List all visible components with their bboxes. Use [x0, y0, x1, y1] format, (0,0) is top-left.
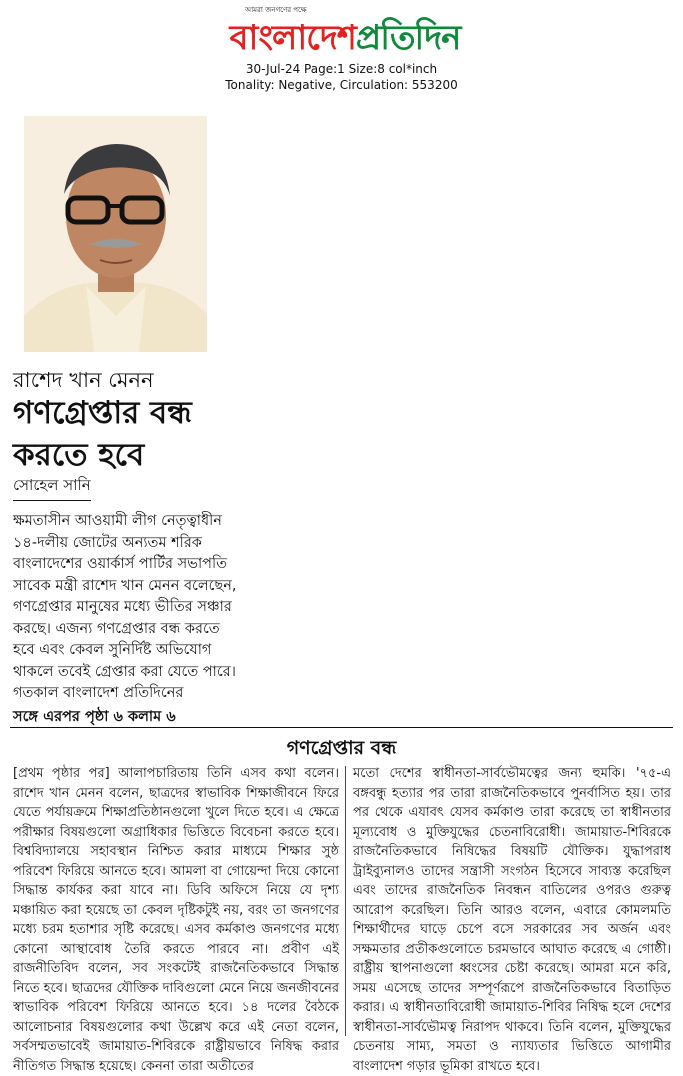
- lead-paragraph: ক্ষমতাসীন আওয়ামী লীগ নেতৃত্বাধীন ১৪-দলীয় জোটের অন্যতম শরিক বাংলাদেশের ওয়ার্কার্স পার্টির সভাপতি সাবেক মন্ত্রী রাশেদ খান মেনন বলেছেন, গণগ্রেপ্তার মানুষের মধ্যে ভীতির সঞ্চার করছে। এজন্য গণগ্রেপ্তার বন্ধ করতে হবে এবং কেবল সুনির্দিষ্ট অভিযোগ থাকলে তবেই গ্রেপ্তার করা যেতে পারে। গতকাল বাংলাদেশ প্রতিদিনের: [13, 513, 237, 701]
- portrait-illustration: [24, 116, 207, 352]
- logo-part1: বাংলাদেশ: [229, 18, 356, 58]
- section-divider: [10, 727, 673, 728]
- clipping-meta-line1: 30-Jul-24 Page:1 Size:8 col*inch: [245, 62, 438, 76]
- newspaper-logo: [205, 12, 485, 56]
- continuation-column-2: মতো দেশের স্বাধীনতা-সার্বভৌমত্বের জন্য হুমকি। '৭৫-এ বঙ্গবন্ধু হত্যার পর তারা রাজনৈতিকভাবে পুনর্বাসিত হয়। তার পর থেকে এযাবৎ যেসব কর্মকাণ্ড তারা করেছে তা স্বাধীনতার মূল্যবোধ ও মুক্তিযুদ্ধের চেতনাবিরোধী। জামায়াত-শিবিরকে রাজনৈতিকভাবে নিষিদ্ধের বিষয়টি যৌক্তিক। যুদ্ধাপরাধ ট্রাইব্যুনালও তাদের সন্ত্রাসী সংগঠন হিসেবে সাব্যস্ত করেছিল এবং তাদের রাজনৈতিক নিবন্ধন বাতিলের ওপরও গুরুত্ব আরোপ করেছিল। তিনি আরও বলেন, এবারে কোমলমতি শিক্ষার্থীদের ঘাড়ে চেপে বসে সরকারের সব অর্জন এবং সক্ষমতার প্রতীকগুলোতে চরমভাবে আঘাত করেছে এ গোষ্ঠী। রাষ্ট্রীয় স্থাপনাগুলো ধ্বংসের চেষ্টা করেছে। আমরা মনে করি, সময় এসেছে তাদের সম্পূর্ণরূপে রাজনৈতিকভাবে বিতাড়িত করার। এ স্বাধীনতাবিরোধী জামায়াত-শিবির নিষিদ্ধ হলে দেশের স্বাধীনতা-সার্বভৌমত্ব নিরাপদ থাকবে। তিনি বলেন, মুক্তিযুদ্ধের চেতনায় সাম্য, সমতা ও ন্যায্যতার ভিত্তিতে আগামীর বাংলাদেশ গড়ার ভূমিকা রাখতে হবে।: [353, 766, 671, 1074]
- column-divider: [345, 766, 346, 1036]
- logo-part2: প্রতিদিন: [355, 18, 461, 58]
- masthead: [0, 0, 683, 100]
- continuation-column-1: [প্রথম পৃষ্ঠার পর] আলাপচারিতায় তিনি এসব কথা বলেন। রাশেদ খান মেনন বলেন, ছাত্রদের স্বাভাবিক শিক্ষাজীবনে ফিরে যেতে পর্যায়ক্রমে শিক্ষাপ্রতিষ্ঠানগুলো খুলে দিতে হবে। এ ক্ষেত্রে পরীক্ষার বিষয়গুলো অগ্রাধিকার ভিত্তিতে বিবেচনা করতে হবে। বিশ্ববিদ্যালয়ে সহাবস্থান নিশ্চিত করার মাধ্যমে শিক্ষার সুষ্ঠ পরিবেশ ফিরিয়ে আনতে হবে। আমলা বা গোয়েন্দা দিয়ে কোনো সিদ্ধান্ত কার্যকর করা যাবে না। ডিবি অফিসে নিয়ে যে দৃশ্য মঞ্চায়িত করা হয়েছে তা কেবল দৃষ্টিকটুই নয়, বরং তা জনগণের মধ্যে চরম হতাশার সৃষ্টি করেছে। এসব কর্মকাণ্ড জনগণের মধ্যে কোনো আস্থাবোধ তৈরি করতে পারবে না। প্রবীণ এই রাজনীতিবিদ বলেন, সব সংকটেই রাজনৈতিকভাবে সিদ্ধান্ত নিতে হবে। ছাত্রদের যৌক্তিক দাবিগুলো মেনে নিয়ে জনজীবনের স্বাভাবিক পরিবেশ ফিরিয়ে আনতে হবে। ১৪ দলের বৈঠকে আলোচনার বিষয়গুলোর কথা উল্লেখ করে এই নেতা বলেন, সর্বসম্মতভাবেই জামায়াত-শিবিরকে রাষ্ট্রীয়ভাবে নিষিদ্ধ করার নীতিগত সিদ্ধান্ত হয়েছে। কেননা তারা অতীতের: [13, 766, 339, 1074]
- continuation-title: গণগ্রেপ্তার বন্ধ: [286, 737, 397, 759]
- headline: গণগ্রেপ্তার বন্ধ করতে হবে: [13, 395, 192, 473]
- portrait-photo: [24, 116, 207, 352]
- person-name: রাশেদ খান মেনন: [13, 368, 154, 392]
- reporter-name: সোহেল সানি: [13, 474, 91, 501]
- masthead-tagline: আমরা জনগণের পক্ষে: [245, 6, 307, 14]
- continued-on-line: সঙ্গে এরপর পৃষ্ঠা ৬ কলাম ৬: [13, 709, 176, 725]
- clipping-meta-line2: Tonality: Negative, Circulation: 553200: [225, 78, 458, 92]
